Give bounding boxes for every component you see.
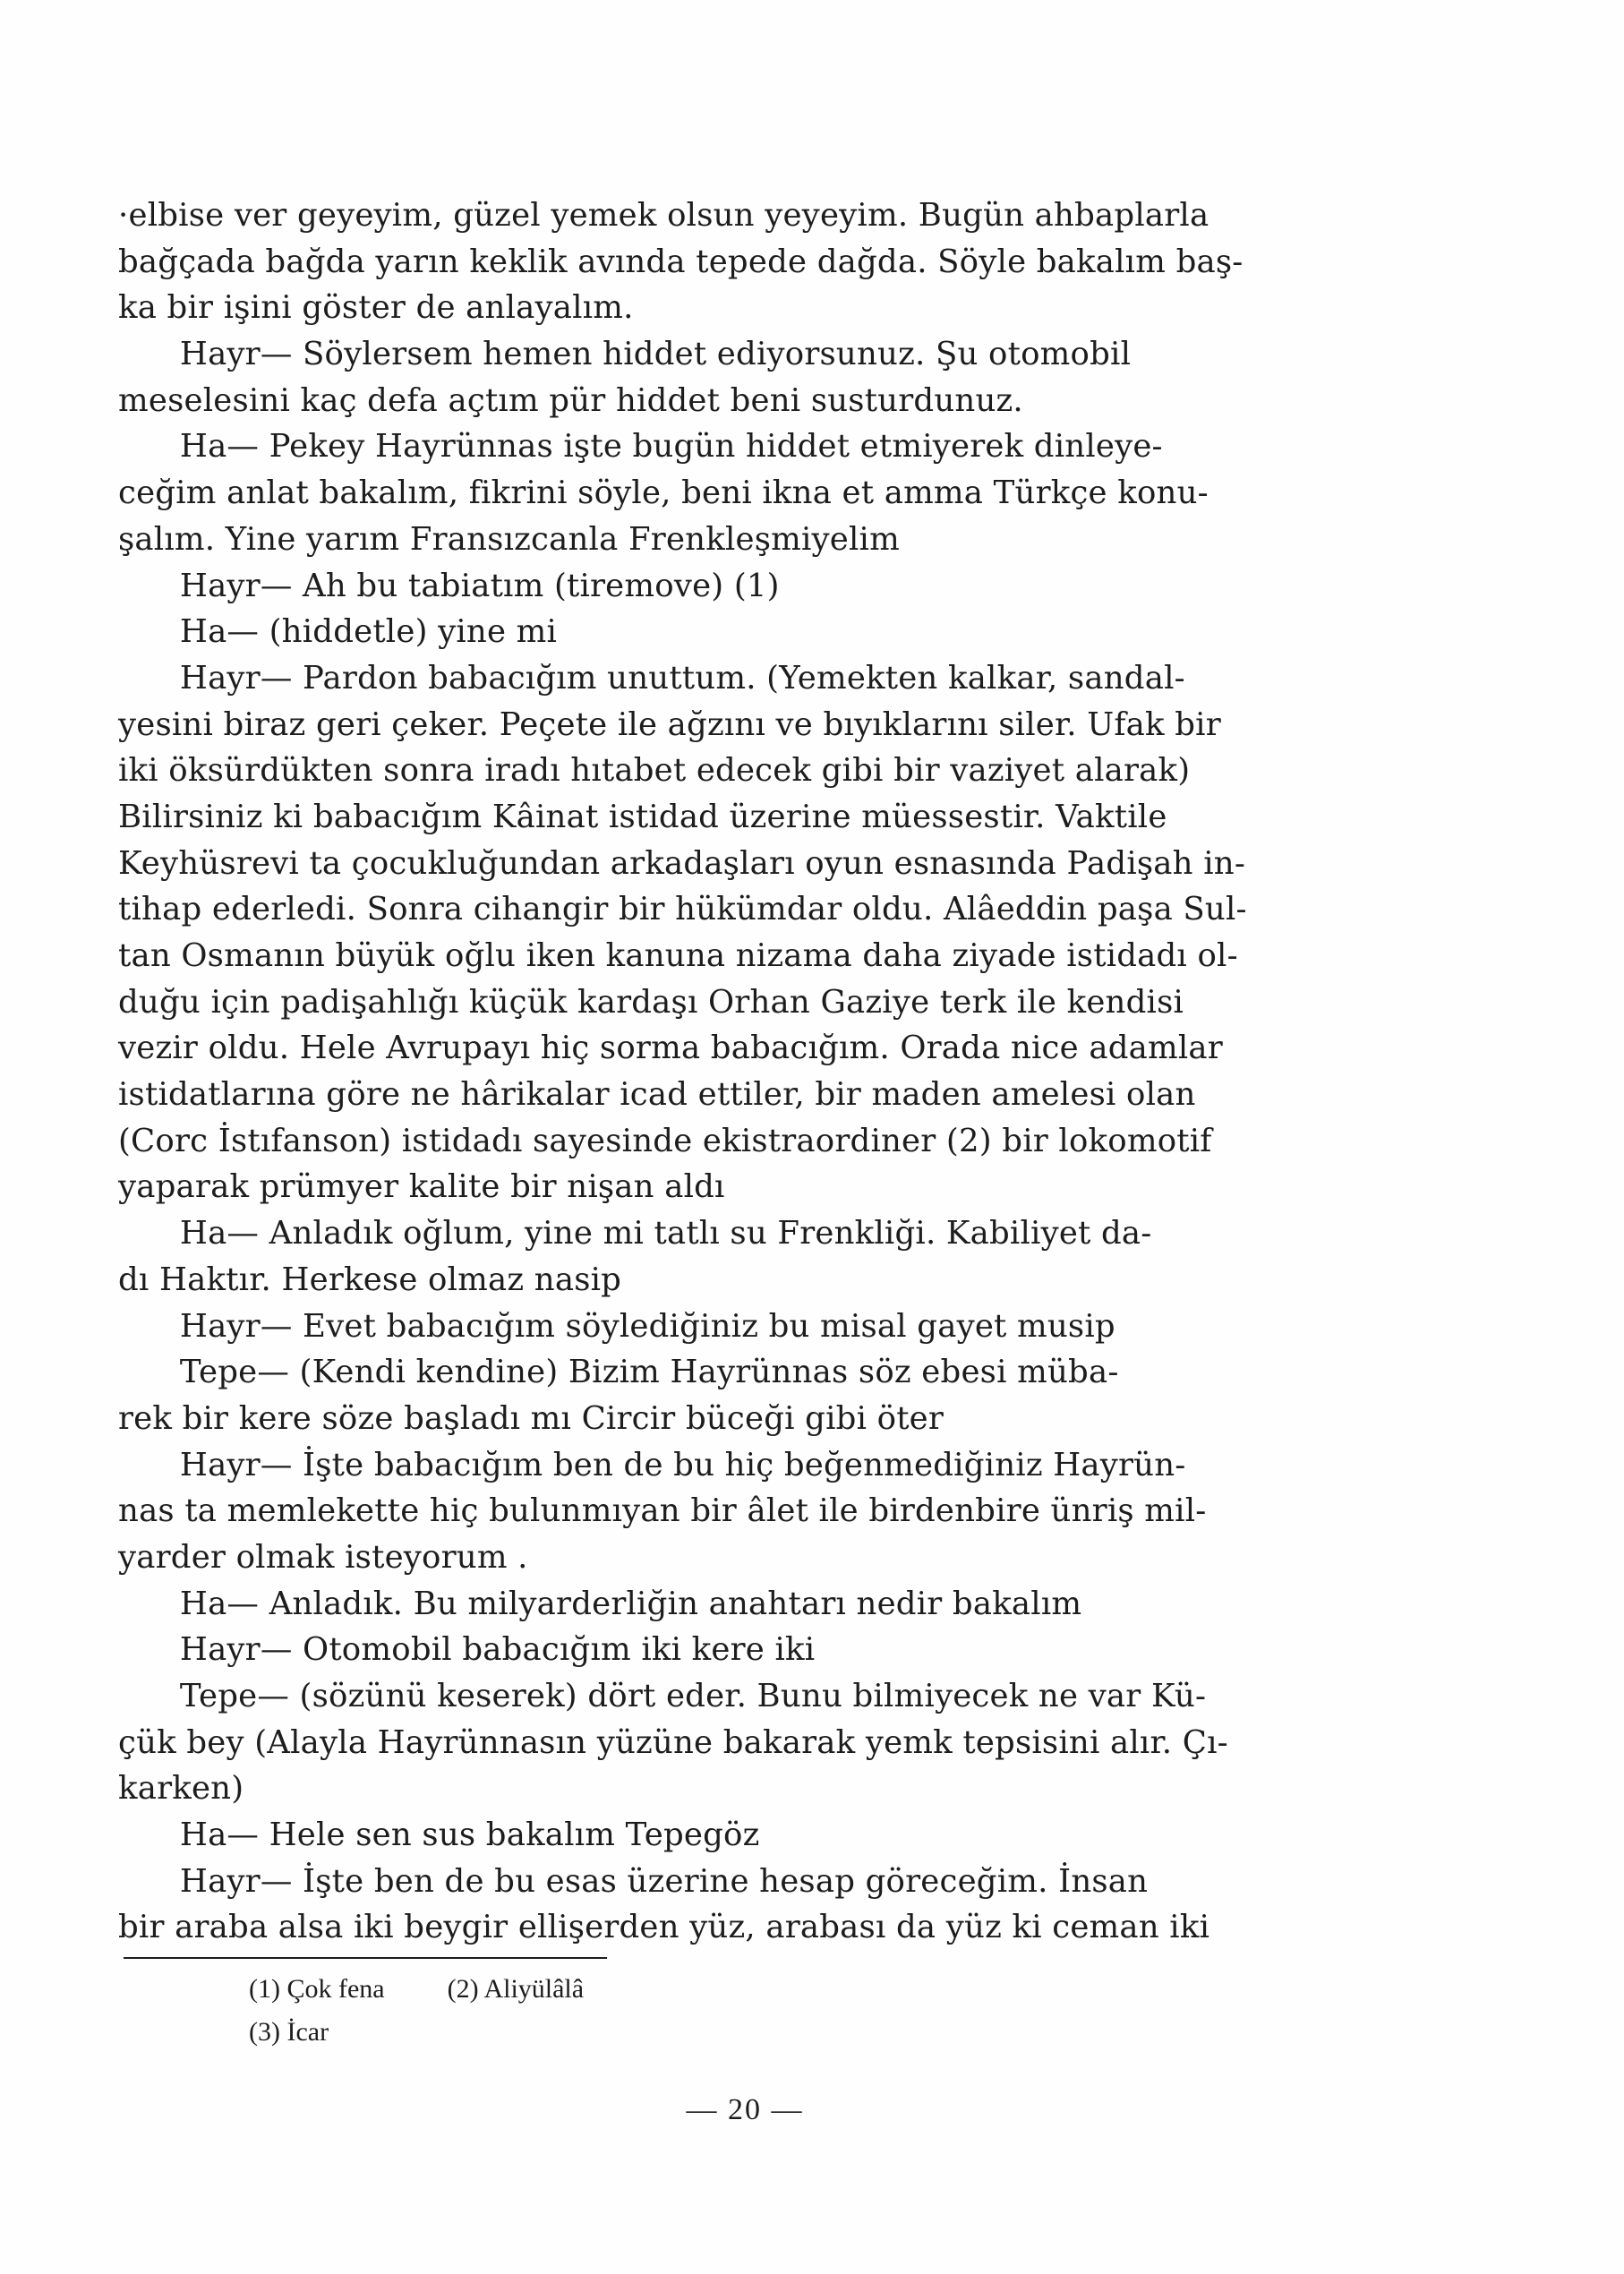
footnote-1: (1) Çok fena — [249, 1974, 385, 2004]
text-line: Hayr— Evet babacığım söylediğiniz bu misal gayet musip — [118, 1307, 1115, 1345]
text-line: Ha— Pekey Hayrünnas işte bugün hiddet etmiyerek dinleye- — [118, 428, 1163, 466]
text-line: yaparak prümyer kalite bir nişan aldı — [118, 1168, 725, 1206]
text-line: tan Osmanın büyük oğlu iken kanuna nizama daha ziyade istidadı ol- — [118, 937, 1238, 974]
text-line: ka bir işini göster de anlayalım. — [118, 289, 634, 327]
text-line: yarder olmak isteyorum . — [118, 1538, 528, 1576]
text-line: bağçada bağda yarın keklik avında tepede dağda. Söyle bakalım baş- — [118, 243, 1244, 280]
text-line: duğu için padişahlığı küçük kardaşı Orhan Gaziye terk ile kendisi — [118, 983, 1184, 1021]
text-line: Hayr— İşte ben de bu esas üzerine hesap göreceğim. İnsan — [118, 1862, 1149, 1900]
text-line: Hayr— Söylersem hemen hiddet ediyorsunuz. Şu otomobil — [118, 336, 1132, 373]
text-line: dı Haktır. Herkese olmaz nasip — [118, 1261, 622, 1298]
footnotes — [249, 1968, 1055, 2054]
text-line: Hayr— İşte babacığım ben de bu hiç beğenmediğiniz Hayrün- — [118, 1446, 1186, 1483]
text-line: Tepe— (sözünü keserek) dört eder. Bunu bilmiyecek ne var Kü- — [118, 1678, 1207, 1714]
text-line: bir araba alsa iki beygir ellişerden yüz, arabası da yüz ki ceman iki — [118, 1909, 1210, 1946]
page-number — [0, 2093, 1624, 2127]
text-line: ·elbise ver geyeyim, güzel yemek olsun yeyeyim. Bugün ahbaplarla — [118, 197, 1209, 234]
text-line: Ha— Hele sen sus bakalım Tepegöz — [118, 1817, 760, 1854]
text-line: Bilirsiniz ki babacığım Kâinat istidad üzerine müessestir. Vaktile — [118, 798, 1167, 835]
text-line: nas ta memlekette hiç bulunmıyan bir âlet ile birdenbire ünriş mil- — [118, 1492, 1207, 1530]
text-line: karken) — [118, 1770, 244, 1808]
text-line: tihap ederledi. Sonra cihangir bir hükümdar oldu. Alâeddin paşa Sul- — [118, 891, 1247, 928]
text-line: meselesini kaç defa açtım pür hiddet beni susturdunuz. — [118, 381, 1023, 419]
text-line: iki öksürdükten sonra iradı hıtabet edecek gibi bir vaziyet alarak) — [118, 752, 1191, 790]
text-line: Ha— Anladık. Bu milyarderliğin anahtarı nedir bakalım — [118, 1585, 1082, 1622]
text-line: Hayr— Otomobil babacığım iki kere iki — [118, 1631, 816, 1669]
text-line: Hayr— Pardon babacığım unuttum. (Yemekten kalkar, sandal- — [118, 659, 1185, 697]
text-line: Hayr— Ah bu tabiatım (tiremove) (1) — [118, 567, 780, 604]
page-body-text — [118, 192, 1282, 1951]
footnote-row — [249, 2011, 1055, 2054]
text-line: rek bir kere söze başladı mı Circir büceği gibi öter — [118, 1399, 944, 1437]
footnote-divider — [124, 1957, 607, 1959]
text-line: Ha— (hiddetle) yine mi — [118, 613, 558, 651]
text-line: vezir oldu. Hele Avrupayı hiç sorma babacığım. Orada nice adamlar — [118, 1030, 1223, 1067]
text-line: çük bey (Alayla Hayrünnasın yüzüne bakarak yemk tepsisini alır. Çı- — [118, 1723, 1228, 1761]
text-line: Keyhüsrevi ta çocukluğundan arkadaşları oyun esnasında Padişah in- — [118, 844, 1246, 882]
text-line: yesini biraz geri çeker. Peçete ile ağzını ve bıyıklarını siler. Ufak bir — [118, 705, 1221, 743]
text-line: Tepe— (Kendi kendine) Bizim Hayrünnas söz ebesi müba- — [118, 1354, 1119, 1391]
footnote-row — [249, 1968, 1055, 2011]
text-line: istidatlarına göre ne hârikalar icad ettiler, bir maden amelesi olan — [118, 1076, 1196, 1114]
text-line: şalım. Yine yarım Fransızcanla Frenkleşmiyelim — [118, 520, 900, 558]
footnote-3: (3) İcar — [249, 2017, 329, 2047]
page-number-text: — 20 — — [686, 2093, 804, 2126]
text-line: (Corc İstıfanson) istidadı sayesinde ekistraordiner (2) bir lokomotif — [118, 1122, 1212, 1159]
text-line: Ha— Anladık oğlum, yine mi tatlı su Frenkliği. Kabiliyet da- — [118, 1215, 1152, 1252]
text-line: ceğim anlat bakalım, fikrini söyle, beni ikna et amma Türkçe konu- — [118, 474, 1209, 512]
footnote-2: (2) Aliyülâlâ — [447, 1974, 585, 2004]
